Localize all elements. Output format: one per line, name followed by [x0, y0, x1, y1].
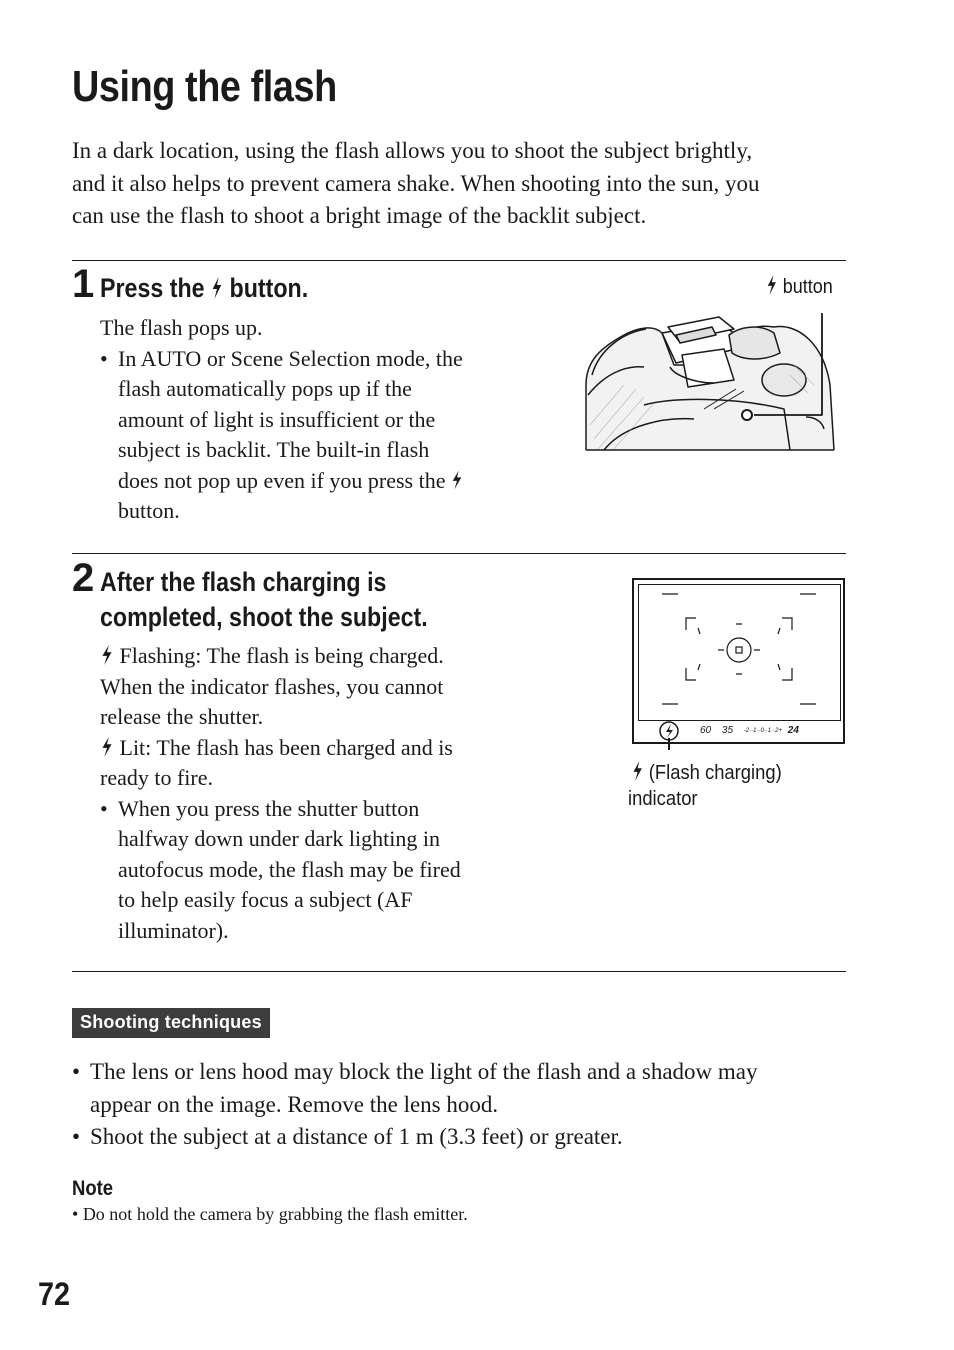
intro-line: and it also helps to prevent camera shake. When shooting into the sun, you	[72, 170, 760, 196]
bullet-line: autofocus mode, the flash may be fired	[118, 856, 461, 882]
bullet-line: • When you press the shutter button	[118, 795, 420, 821]
note-text	[72, 1204, 468, 1225]
figure-label	[628, 760, 782, 812]
page-number: 72	[38, 1276, 71, 1312]
camera-illustration	[584, 305, 844, 453]
bullet-line: illuminator).	[118, 917, 229, 943]
bullet-mark: •	[72, 1204, 83, 1224]
step-text: Lit: The flash has been charged and is	[119, 734, 453, 760]
exposure-scale: -2··1··0··1··2+	[743, 728, 782, 734]
step-heading-text: Press the	[100, 273, 205, 303]
figure-label	[766, 275, 833, 299]
flash-bolt-icon	[211, 277, 223, 299]
step-number: 1	[72, 262, 95, 306]
bullet-line: button.	[118, 498, 180, 523]
bullet-line: amount of light is insufficient or the	[118, 406, 436, 432]
figure-label-line	[628, 760, 782, 786]
step-line: When the indicator flashes, you cannot	[100, 673, 444, 699]
aperture-value: 35	[721, 725, 734, 736]
bullet-line: appear on the image. Remove the lens hood.	[90, 1091, 499, 1117]
bullet-line: to help easily focus a subject (AF	[118, 887, 413, 912]
flash-bolt-icon	[766, 275, 778, 295]
shutter-speed: 60	[700, 725, 712, 736]
divider	[72, 260, 846, 261]
divider	[72, 553, 846, 554]
step-line	[100, 733, 530, 764]
flash-bolt-icon	[632, 761, 644, 781]
bullet-line: flash automatically pops up if the	[118, 376, 412, 401]
step-heading-text: button.	[229, 273, 309, 303]
step-heading	[100, 272, 308, 304]
page-title: Using the flash	[72, 62, 337, 111]
flash-bolt-icon	[100, 737, 114, 757]
bullet-item	[100, 794, 530, 947]
bullet-item	[100, 344, 520, 527]
flash-bolt-icon	[100, 645, 114, 665]
note-heading: Note	[72, 1177, 114, 1200]
divider	[72, 971, 846, 972]
intro-paragraph	[72, 135, 862, 233]
intro-line: can use the flash to shoot a bright image of the backlit subject.	[72, 203, 647, 228]
figure-label-line: indicator	[628, 788, 698, 810]
bullet-text: does not pop up even if you press the	[118, 467, 446, 493]
step-text: Flashing: The flash is being charged.	[119, 643, 444, 668]
step-line	[100, 641, 530, 672]
bullet-line: • Shoot the subject at a distance of 1 m (3.3 feet) or greater.	[90, 1124, 623, 1149]
viewfinder-readout	[700, 725, 840, 736]
note-bullet: Do not hold the camera by grabbing the flash emitter.	[82, 1204, 468, 1224]
figure-label-text: button	[782, 276, 833, 298]
step-line: ready to fire.	[100, 765, 213, 790]
step-body	[100, 313, 520, 527]
step-heading-line: After the flash charging is	[100, 567, 387, 597]
bullet-line: halfway down under dark lighting in	[118, 826, 440, 851]
shots-remaining: 24	[787, 725, 799, 736]
bullet-line	[118, 466, 520, 497]
flash-bolt-icon	[451, 470, 463, 490]
step-line: release the shutter.	[100, 704, 264, 729]
figure-label-text: (Flash charging)	[648, 762, 782, 784]
bullet-line: • The lens or lens hood may block the light of the flash and a shadow may	[90, 1059, 758, 1084]
step-heading	[100, 565, 428, 635]
techniques-list	[72, 1056, 872, 1154]
bullet-item	[72, 1056, 872, 1121]
indicator-callout-line	[668, 738, 670, 750]
af-frame-overlay	[634, 580, 843, 742]
intro-line: In a dark location, using the flash allows you to shoot the subject brightly,	[72, 138, 753, 163]
section-tag: Shooting techniques	[72, 1008, 270, 1038]
bullet-item	[72, 1121, 872, 1154]
bullet-line: subject is backlit. The built-in flash	[118, 437, 430, 462]
step-line: The flash pops up.	[100, 315, 263, 340]
bullet-line: • In AUTO or Scene Selection mode, the	[118, 345, 463, 371]
viewfinder-illustration	[632, 578, 845, 744]
step-body	[100, 641, 530, 946]
step-heading-line: completed, shoot the subject.	[100, 602, 428, 632]
step-number: 2	[72, 556, 95, 600]
